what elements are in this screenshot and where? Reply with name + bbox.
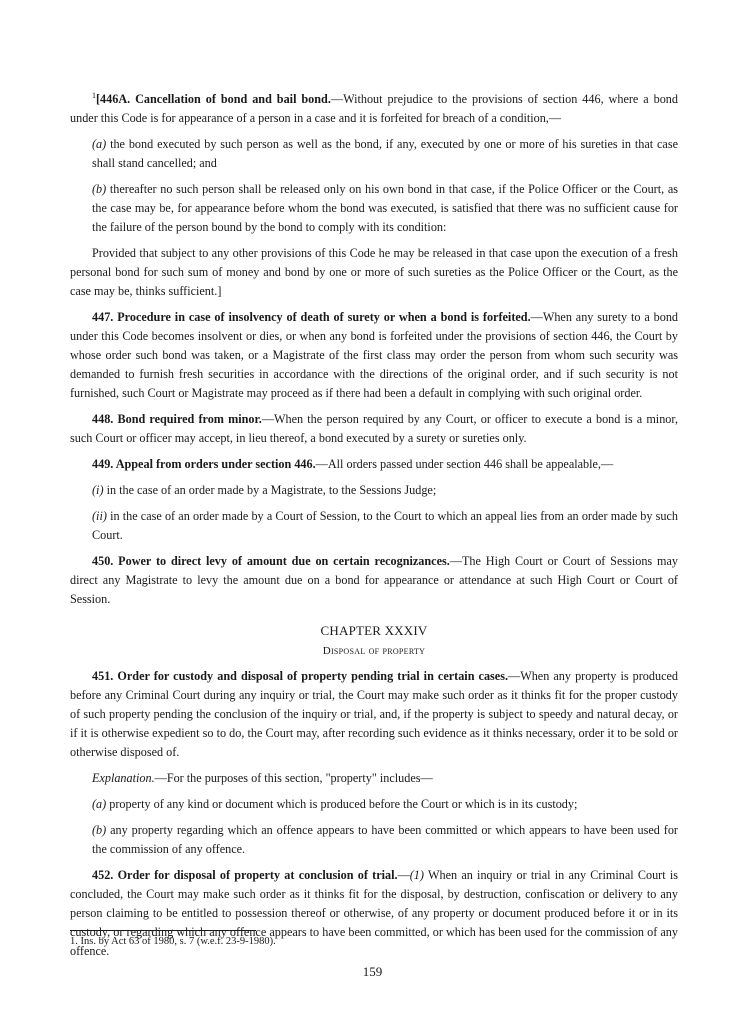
clause-text: any property regarding which an offence appears to have been committed or which appears to have been used for the commission of any offence. (92, 823, 678, 856)
section-448-heading: 448. Bond required from minor. (92, 412, 262, 426)
page-number: 159 (362, 964, 383, 979)
clause-label: (ii) (92, 509, 107, 523)
section-451-explanation (70, 769, 678, 788)
section-449-body: —All orders passed under section 446 shall be appealable,— (315, 457, 614, 471)
chapter-subtitle: Disposal of property (322, 645, 426, 657)
section-449 (70, 455, 678, 474)
clause-text: in the case of an order made by a Court of Session, to the Court to which an appeal lies from an order made by such Court. (92, 509, 678, 542)
section-450 (70, 552, 678, 609)
section-451 (70, 667, 678, 762)
section-451-clause-b (70, 821, 678, 859)
section-448 (70, 410, 678, 448)
section-446a (70, 90, 678, 128)
clause-label: (i) (92, 483, 104, 497)
section-451-heading: 451. Order for custody and disposal of property pending trial in certain cases. (92, 669, 509, 683)
footnote: 1. Ins. by Act 63 of 1980, s. 7 (w.e.f. 23-9-1980). (70, 936, 276, 947)
section-449-clause-i (70, 481, 678, 500)
explanation-label: Explanation. (92, 771, 155, 785)
section-452-body: When an inquiry or trial in any Criminal Court is concluded, the Court may make such order as it thinks fit for the disposal, by destruction, confiscation or delivery to any person claiming to be entitled to possession thereof or otherwise, of any property or document produced before it or in its custody, or regarding which any offence appears to have been committed, or which has been used for the commission of any offence. (70, 868, 678, 958)
section-446a-body: —Without prejudice to the provisions of section 446, where a bond under this Code is for appearance of a person in a case and it is forfeited for breach of a condition,— (70, 92, 678, 125)
chapter-title: CHAPTER XXXIV (320, 623, 428, 638)
section-449-clause-ii (70, 507, 678, 545)
section-447-body: —When any surety to a bond under this Code becomes insolvent or dies, or when any bond is forfeited under the provisions of section 446, the Court by whose order such bond was taken, or a Magistrate of the first class may order the person from whom such security was demanded to furnish fresh securities in accordance with the directions of the original order, and if such security is not furnished, such Court or Magistrate may proceed as if there had been a default in complying with such original order. (70, 310, 679, 400)
section-446a-clause-a (70, 135, 678, 173)
footnote-divider (70, 930, 256, 931)
section-452-heading: 452. Order for disposal of property at conclusion of trial. (92, 868, 398, 882)
section-447-heading: 447. Procedure in case of insolvency of death of surety or when a bond is forfeited. (92, 310, 531, 324)
section-446a-heading: [446A. Cancellation of bond and bail bond. (96, 92, 331, 106)
clause-text: property of any kind or document which is produced before the Court or which is in its custody; (106, 797, 578, 811)
clause-text: in the case of an order made by a Magistrate, to the Sessions Judge; (103, 483, 437, 497)
subsection-label: (1) (409, 868, 424, 882)
clause-text: thereafter no such person shall be released only on his own bond in that case, if the Police Officer or the Court, as the case may be, for appearance before whom the bond was executed, is satisfied that there was no sufficient cause for the failure of the person bound by the bond to comply with its condition: (92, 182, 678, 234)
section-451-clause-a (70, 795, 678, 814)
clause-label: (b) (92, 823, 107, 837)
section-451-body: —When any property is produced before any Criminal Court during any inquiry or trial, the Court may make such order as it thinks fit for the proper custody of such property pending the conclusion of the inquiry or trial, and, if the property is subject to speedy and natural decay, or if it is otherwise expedient so to do, the Court may, after recording such evidence as it thinks necessary, order it to be sold or otherwise disposed of. (70, 669, 678, 759)
section-446a-proviso: Provided that subject to any other provisions of this Code he may be released in that case upon the execution of a fresh personal bond for such sum of money and bond by one or more of such sureties as the Police Officer or the Court, as the case may be, thinks sufficient.] (70, 246, 678, 298)
section-448-body: —When the person required by any Court, or officer to execute a bond is a minor, such Court or officer may accept, in lieu thereof, a bond executed by a surety or sureties only. (70, 412, 678, 445)
section-450-body: —The High Court or Court of Sessions may direct any Magistrate to levy the amount due on a bond for appearance or attendance at such High Court or Court of Session. (70, 554, 679, 606)
clause-label: (a) (92, 797, 107, 811)
footnote-marker[interactable]: 1 (92, 90, 96, 100)
clause-label: (a) (92, 137, 107, 151)
section-450-heading: 450. Power to direct levy of amount due on certain recognizances. (92, 554, 450, 568)
section-452-dash: — (397, 868, 410, 882)
section-446a-clause-b (70, 180, 678, 237)
section-447 (70, 308, 678, 403)
document-body (70, 90, 678, 968)
explanation-text: —For the purposes of this section, "property" includes— (154, 771, 433, 785)
clause-text: the bond executed by such person as well as the bond, if any, executed by one or more of his sureties in that case shall stand cancelled; and (92, 137, 678, 170)
clause-label: (b) (92, 182, 107, 196)
section-449-heading: 449. Appeal from orders under section 446. (92, 457, 316, 471)
